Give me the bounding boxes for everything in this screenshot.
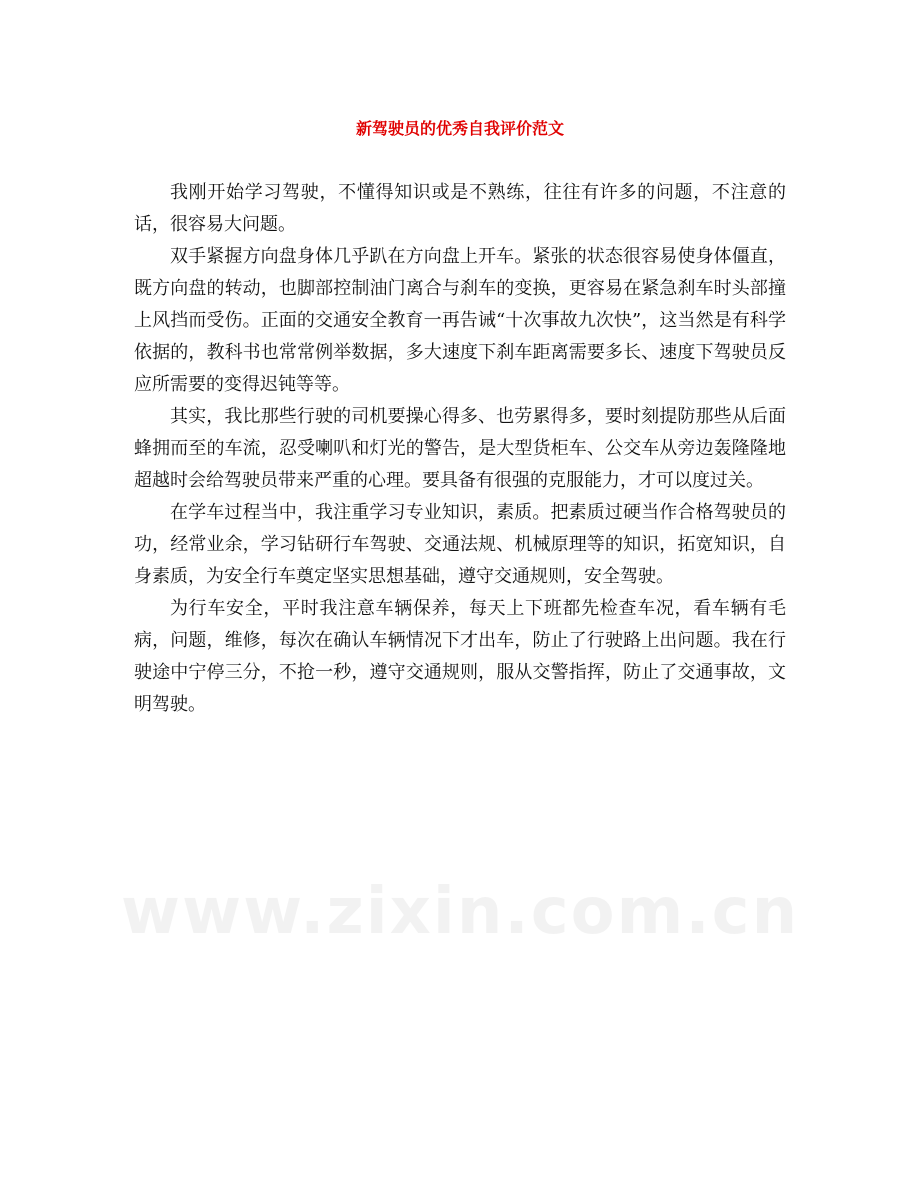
watermark: www.zixin.com.cn xyxy=(120,875,800,949)
paragraph: 双手紧握方向盘身体几乎趴在方向盘上开车。紧张的状态很容易使身体僵直，既方向盘的转动，也脚部控制油门离合与刹车的变换，更容易在紧急刹车时头部撞上风挡而受伤。正面的交通安全教育一再告诫“十次事故九次快”，这当然是有科学依据的，教科书也常常例举数据，多大速度下刹车距离需要多长、速度下驾驶员反应所需要的变得迟钝等等。 xyxy=(134,246,786,395)
paragraph: 我刚开始学习驾驶，不懂得知识或是不熟练，往往有许多的问题，不注意的话，很容易大问题。 xyxy=(134,182,786,235)
document-title: 新驾驶员的优秀自我评价范文 xyxy=(355,119,564,138)
paragraph: 在学车过程当中，我注重学习专业知识，素质。把素质过硬当作合格驾驶员的功，经常业余，学习钻研行车驾驶、交通法规、机械原理等的知识，拓宽知识，自身素质，为安全行车奠定坚实思想基础，遵守交通规则，安全驾驶。 xyxy=(134,502,786,587)
document-body xyxy=(134,177,786,721)
paragraph: 其实，我比那些行驶的司机要操心得多、也劳累得多，要时刻提防那些从后面蜂拥而至的车流，忍受喇叭和灯光的警告，是大型货柜车、公交车从旁边轰隆隆地超越时会给驾驶员带来严重的心理。要具备有很强的克服能力，才可以度过关。 xyxy=(134,406,786,491)
paragraph: 为行车安全，平时我注意车辆保养，每天上下班都先检查车况，看车辆有毛病，问题，维修，每次在确认车辆情况下才出车，防止了行驶路上出问题。我在行驶途中宁停三分，不抢一秒，遵守交通规则，服从交警指挥，防止了交通事故，文明驾驶。 xyxy=(134,598,786,715)
